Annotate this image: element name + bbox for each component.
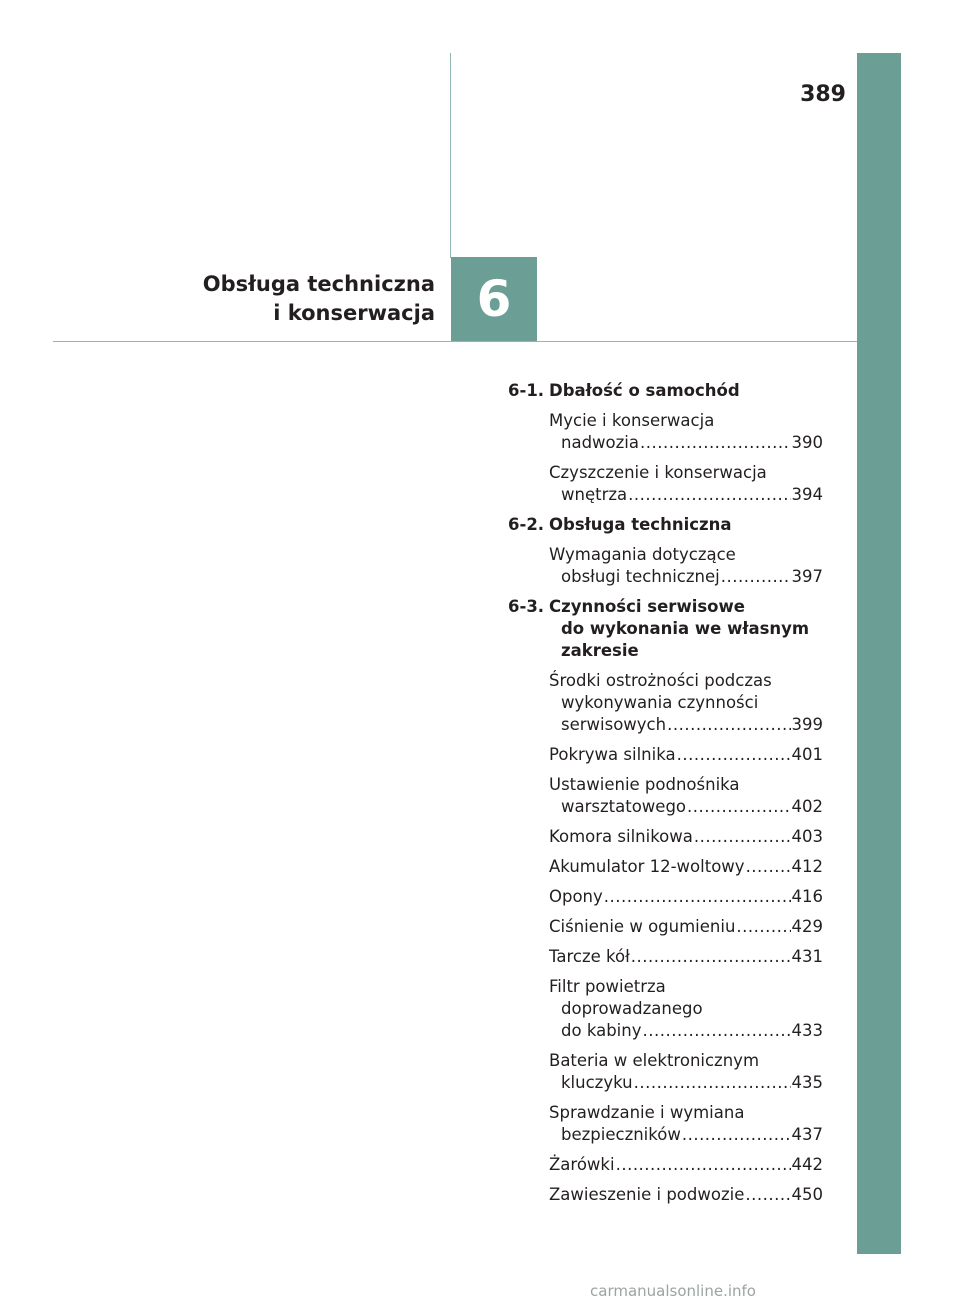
leader-dots <box>634 1072 791 1094</box>
toc-entry-row <box>549 796 823 818</box>
chapter-title-line2: i konserwacja <box>273 301 435 325</box>
toc-entry-text: Komora silnikowa <box>549 827 693 846</box>
toc-entry-line: Czyszczenie i konserwacja <box>549 463 767 482</box>
toc-entry-text: Tarcze kół <box>549 947 630 966</box>
toc-entry-line: Sprawdzanie i wymiana <box>549 1103 745 1122</box>
toc-entry-line: doprowadzanego <box>561 999 703 1018</box>
toc-entry-text: serwisowych <box>561 715 667 734</box>
section-number: 6-3. <box>508 597 545 616</box>
toc-entry-row <box>549 484 823 506</box>
toc-page-number: 450 <box>791 1185 823 1204</box>
page-number: 389 <box>800 82 846 107</box>
toc-entry[interactable] <box>549 410 823 454</box>
toc-entry-row <box>549 744 823 766</box>
toc-page-number: 437 <box>791 1125 823 1144</box>
chapter-number: 6 <box>451 257 537 341</box>
leader-dots <box>628 484 790 506</box>
toc-entry-line: Mycie i konserwacja <box>549 411 715 430</box>
leader-dots <box>694 826 791 848</box>
leader-dots <box>745 1184 790 1206</box>
toc-entry-row <box>549 432 823 454</box>
toc-entry-line: wykonywania czynności <box>561 693 759 712</box>
toc-page-number: 435 <box>791 1073 823 1092</box>
leader-dots <box>721 566 791 588</box>
toc-entry-text: Pokrywa silnika <box>549 745 676 764</box>
toc-entry-line: Bateria w elektronicznym <box>549 1051 760 1070</box>
section-title-line: zakresie <box>561 641 639 660</box>
toc-entry-text: Żarówki <box>549 1155 615 1174</box>
toc-entry[interactable] <box>549 976 823 1042</box>
toc-entry[interactable] <box>549 670 823 736</box>
toc-entry-line: Wymagania dotyczące <box>549 545 736 564</box>
toc-page-number: 397 <box>791 567 823 586</box>
leader-dots <box>682 1124 791 1146</box>
toc-page-number: 431 <box>791 947 823 966</box>
section-title-line: Czynności serwisowe <box>549 597 745 616</box>
toc-entry-row <box>549 826 823 848</box>
toc-entry-text: bezpieczników <box>561 1125 681 1144</box>
section-heading <box>508 380 823 402</box>
toc-entry-text: Ciśnienie w ogumieniu <box>549 917 736 936</box>
toc-entry-row <box>549 1020 823 1042</box>
toc-page-number: 394 <box>791 485 823 504</box>
toc-page-number: 433 <box>791 1021 823 1040</box>
leader-dots <box>667 714 790 736</box>
toc-entry-text: kluczyku <box>561 1073 633 1092</box>
toc-entry-row <box>549 566 823 588</box>
toc-entry-text: obsługi technicznej <box>561 567 720 586</box>
toc-entry[interactable] <box>549 1154 823 1176</box>
toc-entry[interactable] <box>549 886 823 908</box>
toc-entry-row <box>549 886 823 908</box>
toc-page-number: 442 <box>791 1155 823 1174</box>
toc-entry-text: do kabiny <box>561 1021 642 1040</box>
header-divider <box>53 341 857 342</box>
section-title-line: do wykonania we własnym <box>561 619 810 638</box>
section-title <box>549 380 740 402</box>
toc-page-number: 399 <box>791 715 823 734</box>
toc-entry-row <box>549 946 823 968</box>
toc-entry-row <box>549 714 823 736</box>
toc-page-number: 390 <box>791 433 823 452</box>
section-title-line: Dbałość o samochód <box>549 381 740 400</box>
leader-dots <box>640 432 791 454</box>
toc-entry[interactable] <box>549 544 823 588</box>
section-number: 6-2. <box>508 515 545 534</box>
leader-dots <box>604 886 791 908</box>
chapter-title <box>203 270 435 328</box>
toc-entry[interactable] <box>549 774 823 818</box>
section-title <box>549 514 732 536</box>
leader-dots <box>642 1020 790 1042</box>
toc-entry-text: Akumulator 12-woltowy <box>549 857 745 876</box>
leader-dots <box>631 946 791 968</box>
toc-page-number: 412 <box>791 857 823 876</box>
toc-entry-row <box>549 856 823 878</box>
toc-page-number: 401 <box>791 745 823 764</box>
leader-dots <box>746 856 791 878</box>
toc-entry-row <box>549 1072 823 1094</box>
chapter-side-tab <box>857 53 901 1254</box>
watermark: carmanualsonline.info <box>590 1282 756 1300</box>
toc-page-number: 429 <box>791 917 823 936</box>
toc-entry-text: nadwozia <box>561 433 639 452</box>
toc-entry[interactable] <box>549 826 823 848</box>
toc-entry-text: wnętrza <box>561 485 628 504</box>
toc-entry-row <box>549 1184 823 1206</box>
toc-entry[interactable] <box>549 916 823 938</box>
section-heading <box>508 596 823 662</box>
toc-entry[interactable] <box>549 856 823 878</box>
leader-dots <box>677 744 791 766</box>
leader-dots <box>616 1154 791 1176</box>
toc-page-number: 403 <box>791 827 823 846</box>
toc-entry-line: Ustawienie podnośnika <box>549 775 740 794</box>
leader-dots <box>687 796 790 818</box>
toc-entry[interactable] <box>549 946 823 968</box>
section-number: 6-1. <box>508 381 545 400</box>
toc-entry[interactable] <box>549 462 823 506</box>
toc-entry[interactable] <box>549 1050 823 1094</box>
leader-dots <box>736 916 790 938</box>
toc-entry-row <box>549 916 823 938</box>
toc-entry-text: warsztatowego <box>561 797 687 816</box>
toc-entry-text: Zawieszenie i podwozie <box>549 1185 745 1204</box>
section-title-line: Obsługa techniczna <box>549 515 732 534</box>
toc-entry[interactable] <box>549 744 823 766</box>
toc-page-number: 402 <box>791 797 823 816</box>
toc-entry-text: Opony <box>549 887 603 906</box>
chapter-title-line1: Obsługa techniczna <box>202 272 435 296</box>
table-of-contents <box>508 380 823 1214</box>
section-title <box>549 596 809 662</box>
toc-entry[interactable] <box>549 1102 823 1146</box>
toc-entry[interactable] <box>549 1184 823 1206</box>
vertical-divider <box>450 53 451 258</box>
toc-entry-row <box>549 1124 823 1146</box>
toc-entry-row <box>549 1154 823 1176</box>
toc-entry-line: Środki ostrożności podczas <box>549 671 772 690</box>
section-heading <box>508 514 823 536</box>
toc-entry-line: Filtr powietrza <box>549 977 666 996</box>
toc-page-number: 416 <box>791 887 823 906</box>
